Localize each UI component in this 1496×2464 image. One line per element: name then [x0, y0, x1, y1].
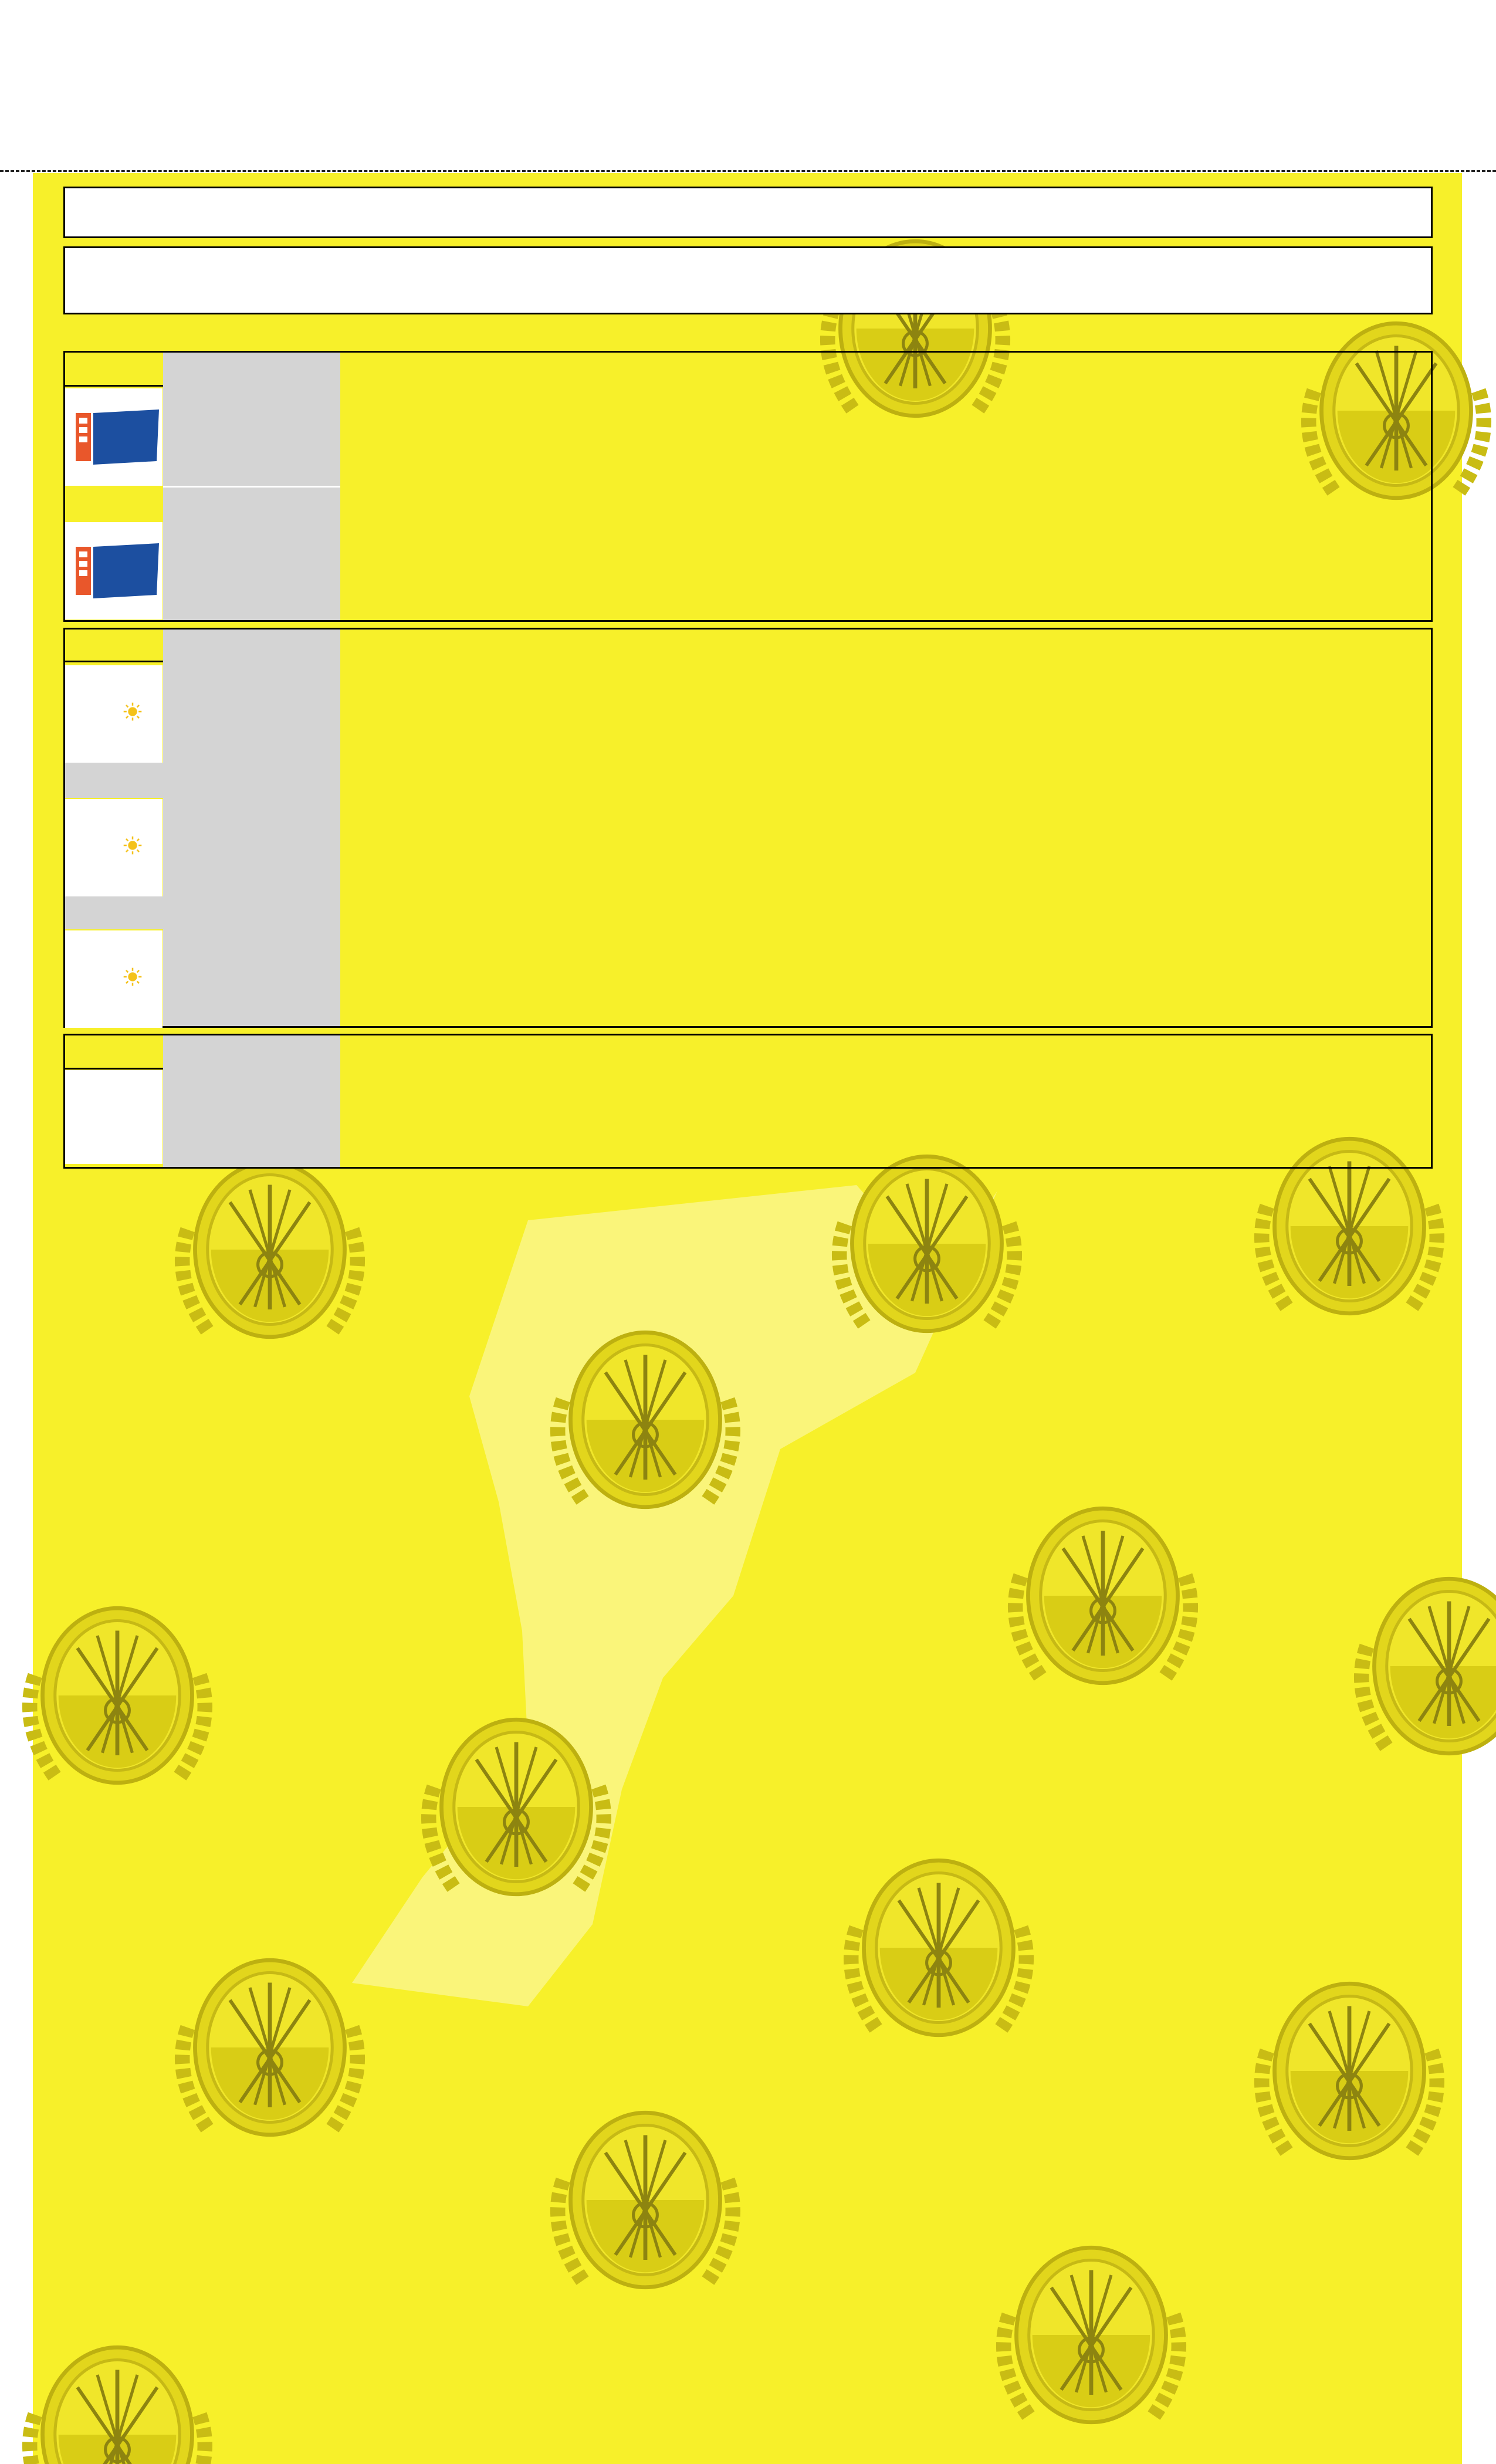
frente-progresista-logo	[65, 522, 163, 620]
todos-logo	[65, 665, 163, 763]
sun-icon	[123, 967, 143, 987]
frente-progresista-logo-icon	[65, 388, 163, 486]
group-logo-panel	[65, 763, 163, 798]
group-name-panel	[163, 629, 340, 1026]
group-split-divider	[163, 486, 340, 488]
group-number-divider	[65, 385, 163, 387]
group-number-divider	[65, 1068, 163, 1069]
blank-top-box	[63, 187, 1433, 238]
sun-icon	[123, 835, 143, 855]
frente-progresista-logo-icon	[65, 522, 163, 620]
barcode	[1100, 69, 1464, 106]
juntos-por-el-cambio-logo	[65, 1070, 163, 1164]
header-box	[63, 246, 1433, 314]
sun-icon	[123, 702, 143, 722]
todos-logo	[65, 930, 163, 1028]
cut-line	[0, 170, 1496, 172]
group-logo-panel	[65, 896, 163, 929]
group-number-divider	[65, 661, 163, 662]
todos-logo	[65, 799, 163, 896]
group-name-panel	[163, 1035, 340, 1167]
frente-progresista-logo	[65, 388, 163, 486]
